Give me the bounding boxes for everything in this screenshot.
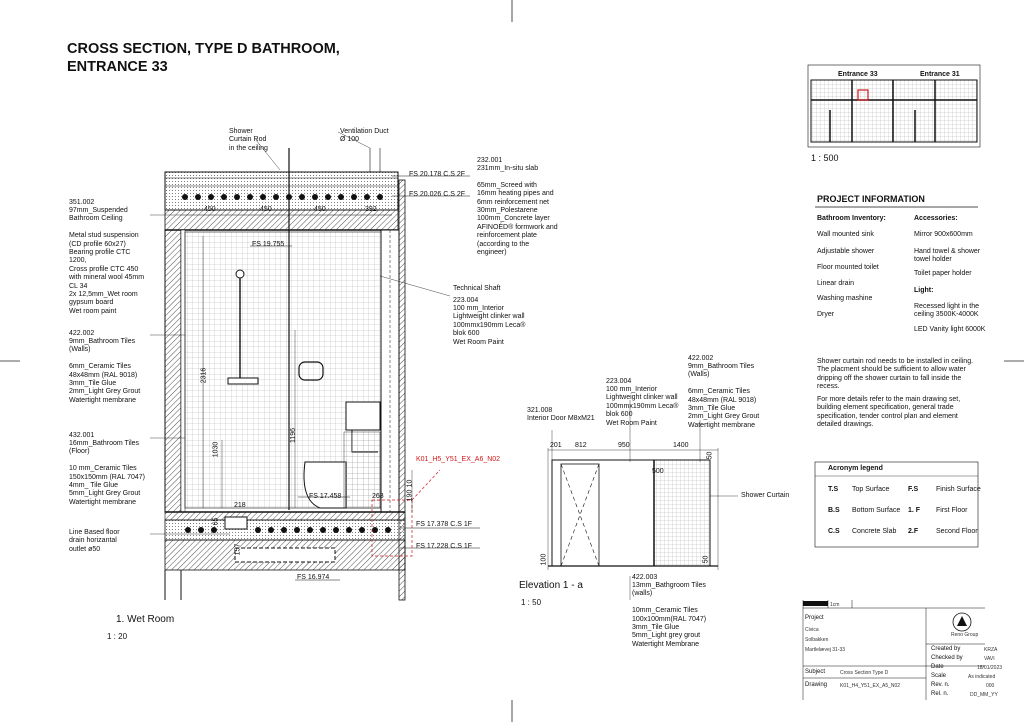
tb-logo-text: Reno Group	[951, 632, 979, 638]
note-ceiling: 97mm_Suspended Bathroom Ceiling Metal stud suspension (CD profile 60x27) Bearing profile CTC 1200, Cross profile CTC 450 with mineral wool 45mm CL 34 2x 12,5mm_Wet room gypsum board Wet room paint	[69, 207, 145, 315]
dim-450-c: 450	[314, 206, 326, 213]
elev-dim-1400: 1400	[673, 442, 689, 449]
tb-drawing-value: K01_H4_Y51_EX_A5_N02	[840, 683, 901, 689]
light-1: Recessed light in the ceiling 3500K-4000K	[914, 303, 979, 319]
elevation-caption: Elevation 1 - a	[519, 580, 583, 591]
project-info-title: PROJECT INFORMATION	[817, 194, 925, 204]
note-wall-tiles: 9mm_Bathroom Tiles (Walls) 6mm_Ceramic Tiles 48x48mm (RAL 9018) 3mm_Tile Glue 2mm_Light Grey Grout Watertight membrane	[69, 338, 141, 404]
acronym-abbr-1: T.S	[828, 486, 839, 493]
inventory-item-4: Linear drain	[817, 280, 854, 287]
level-1: FS 20.178 C.S 2F	[409, 171, 466, 178]
inventory-item-5: Washing mashine	[817, 295, 873, 302]
note-slab: 231mm_In-situ slab 65mm_Screed with 16mm heating pipes and 6mm reinforcement net 30mm_Polestarene 100mm_Concrete layer AFINOÉD® formwork and reinforcement plate (according to the engineer)	[477, 165, 558, 257]
acronym-abbr-3: B.S	[828, 507, 840, 514]
note-floor-drain: Line Based floor drain horizantal outlet ø50	[69, 529, 120, 553]
elev-note-tiles: 9mm_Bathroom Tiles (Walls) 6mm_Ceramic Tiles 48x48mm (RAL 9018) 3mm_Tile Glue 2mm_Light Grey Grout Watertight membrane	[688, 363, 760, 429]
acronym-full-3: Bottom Surface	[852, 507, 901, 514]
elev-shower-curtain: Shower Curtain	[741, 492, 790, 499]
light-2: LED Vanity light 6000K	[914, 326, 986, 333]
project-note-2: For more details refer to the main drawing set, building element specification, general trade specification, tender control plan and element detailed drawings.	[817, 396, 961, 429]
dim-392: 392	[365, 206, 377, 213]
acronym-abbr-2: F.S	[908, 486, 919, 493]
tb-scale-label: Scale	[931, 673, 947, 679]
tb-date-label: Date	[931, 664, 944, 670]
inventory-item-6: Dryer	[817, 311, 835, 318]
elev-note-door-code: 321.008	[527, 407, 553, 414]
acronym-abbr-4: 1. F	[908, 507, 921, 514]
tb-checked-label: Checked by	[931, 655, 963, 661]
tb-rev-label: Rev. n.	[931, 682, 950, 688]
key-plan-label-2: Entrance 31	[920, 71, 960, 78]
tb-rev-value: 000	[986, 683, 995, 689]
note-shaft: 100 mm_Interior Lightweight clinker wall 100mmx190mm Leca® blok 600 Wet Room Paint	[453, 305, 526, 346]
project-note-1: Shower curtain rod needs to be installed in ceiling. The placment should be sufficient to allow water dripping off the shower curtain to fall inside the recess.	[817, 358, 974, 391]
note-vent-duct: Ventilation Duct Ø 100	[340, 128, 389, 144]
dim-65: 65	[212, 517, 220, 526]
inventory-head: Bathroom Inventory:	[817, 215, 886, 222]
level-6: FS 17.228 C.S 1F	[416, 543, 473, 550]
tb-project-line-2: Solbakken	[805, 637, 829, 643]
acronym-full-4: First Floor	[936, 507, 968, 514]
tb-subject-value: Cross Section Type D	[840, 670, 889, 676]
note-shaft-code: 223.004	[453, 297, 479, 304]
tb-rel-value: DD_MM_YY	[970, 692, 998, 698]
tb-date-value: 18/01/2023	[977, 665, 1003, 671]
elev-dim-50b: 50	[702, 555, 710, 564]
light-head: Light:	[914, 287, 934, 294]
level-7: FS 16.974	[297, 574, 330, 581]
elev-dim-201: 201	[550, 442, 562, 449]
dim-157: 157	[234, 543, 242, 556]
acronym-abbr-6: 2.F	[908, 528, 919, 535]
elev-dim-500: 500	[652, 468, 664, 475]
tb-project-line-1: Civica	[805, 627, 819, 633]
dim-1196: 1196	[290, 427, 298, 444]
elev-dim-50a: 50	[706, 451, 714, 460]
tb-created-label: Created by	[931, 646, 961, 652]
elev-note-door: Interior Door M8xM21	[527, 415, 595, 422]
elev-note-wall-code: 223.004	[606, 378, 632, 385]
dim-263: 263	[372, 493, 384, 500]
elev-note-tiles2-code: 422.003	[632, 574, 658, 581]
section-caption: 1. Wet Room	[116, 614, 175, 625]
level-3: FS 19.755	[252, 241, 285, 248]
note-floor-tiles-code: 432.001	[69, 432, 95, 439]
acronym-abbr-5: C.S	[828, 528, 840, 535]
inventory-item-1: Wall mounted sink	[817, 231, 874, 238]
acronym-full-5: Concrete Slab	[852, 528, 897, 535]
note-shaft-title: Technical Shaft	[453, 285, 501, 292]
dim-10: 10	[406, 479, 414, 488]
note-floor-tiles: 16mm_Bathroom Tiles (Floor) 10 mm_Ceramic Tiles 150x150mm (RAL 7047) 4mm_ Tile Glue 5mm_Light Grey Grout Watertight membrane	[69, 440, 146, 506]
acronym-full-1: Top Surface	[852, 486, 890, 493]
tb-project-label: Project	[805, 615, 824, 621]
note-curtain-rod: Shower Curtain Rod in the ceiling	[229, 128, 268, 152]
dim-450-b: 450	[260, 206, 272, 213]
elev-note-tiles-code: 422.002	[688, 355, 714, 362]
dim-218: 218	[234, 502, 246, 509]
detail-tag[interactable]: K01_H5_Y51_EX_A6_N02	[416, 456, 501, 463]
note-wall-tiles-code: 422.002	[69, 330, 95, 337]
accessories-head: Accessories:	[914, 215, 958, 222]
level-2: FS 20.026 C.S 2F	[409, 191, 466, 198]
tb-unit: 1cm	[830, 602, 840, 608]
dim-450-a: 450	[204, 206, 216, 213]
acronym-full-2: Finish Surface	[936, 486, 981, 493]
elevation-scale: 1 : 50	[521, 598, 542, 607]
accessory-1: Mirror 900x600mm	[914, 231, 973, 238]
inventory-item-2: Adjustable shower	[817, 248, 875, 255]
tb-scale-value: As indicated	[968, 674, 996, 680]
key-plan-scale: 1 : 500	[811, 153, 839, 163]
tb-rel-label: Rel. n.	[931, 691, 949, 697]
note-ceiling-code: 351.002	[69, 199, 95, 206]
dim-190: 190	[406, 489, 414, 502]
level-5: FS 17.378 C.S 1F	[416, 521, 473, 528]
tb-project-line-3: Martlelævej 31-33	[805, 647, 846, 653]
accessory-2: Hand towel & shower towel holder	[914, 248, 981, 264]
tb-subject-label: Subject	[805, 669, 826, 675]
elev-note-tiles2: 13mm_Bathgroom Tiles (walls) 10mm_Ceramic Tiles 100x100mm(RAL 7047) 3mm_Tile Glue 5mm_Light grey grout Watertight Membrane	[632, 582, 707, 648]
dim-2316: 2316	[200, 367, 208, 384]
inventory-item-3: Floor mounted toilet	[817, 264, 879, 271]
dim-1030: 1030	[212, 441, 220, 458]
sheet-title: CROSS SECTION, TYPE D BATHROOM, ENTRANCE 33	[67, 41, 340, 75]
tb-created-value: KRZA	[984, 647, 998, 653]
elev-dim-812: 812	[575, 442, 587, 449]
acronym-title: Acronym legend	[828, 465, 883, 472]
acronym-full-6: Second Floor	[936, 528, 978, 535]
elev-dim-100: 100	[540, 553, 548, 566]
level-4: FS 17.458	[309, 493, 342, 500]
key-plan-label-1: Entrance 33	[838, 71, 878, 78]
tb-drawing-label: Drawing	[805, 682, 828, 688]
tb-checked-value: VAVI	[984, 656, 995, 662]
section-scale: 1 : 20	[107, 632, 128, 641]
accessory-3: Toilet paper holder	[914, 270, 972, 277]
note-slab-code: 232.001	[477, 157, 503, 164]
elev-dim-950: 950	[618, 442, 630, 449]
elev-note-wall: 100 mm_Interior Lightweight clinker wall 100mmx190mm Leca® blok 600 Wet Room Paint	[606, 386, 679, 427]
